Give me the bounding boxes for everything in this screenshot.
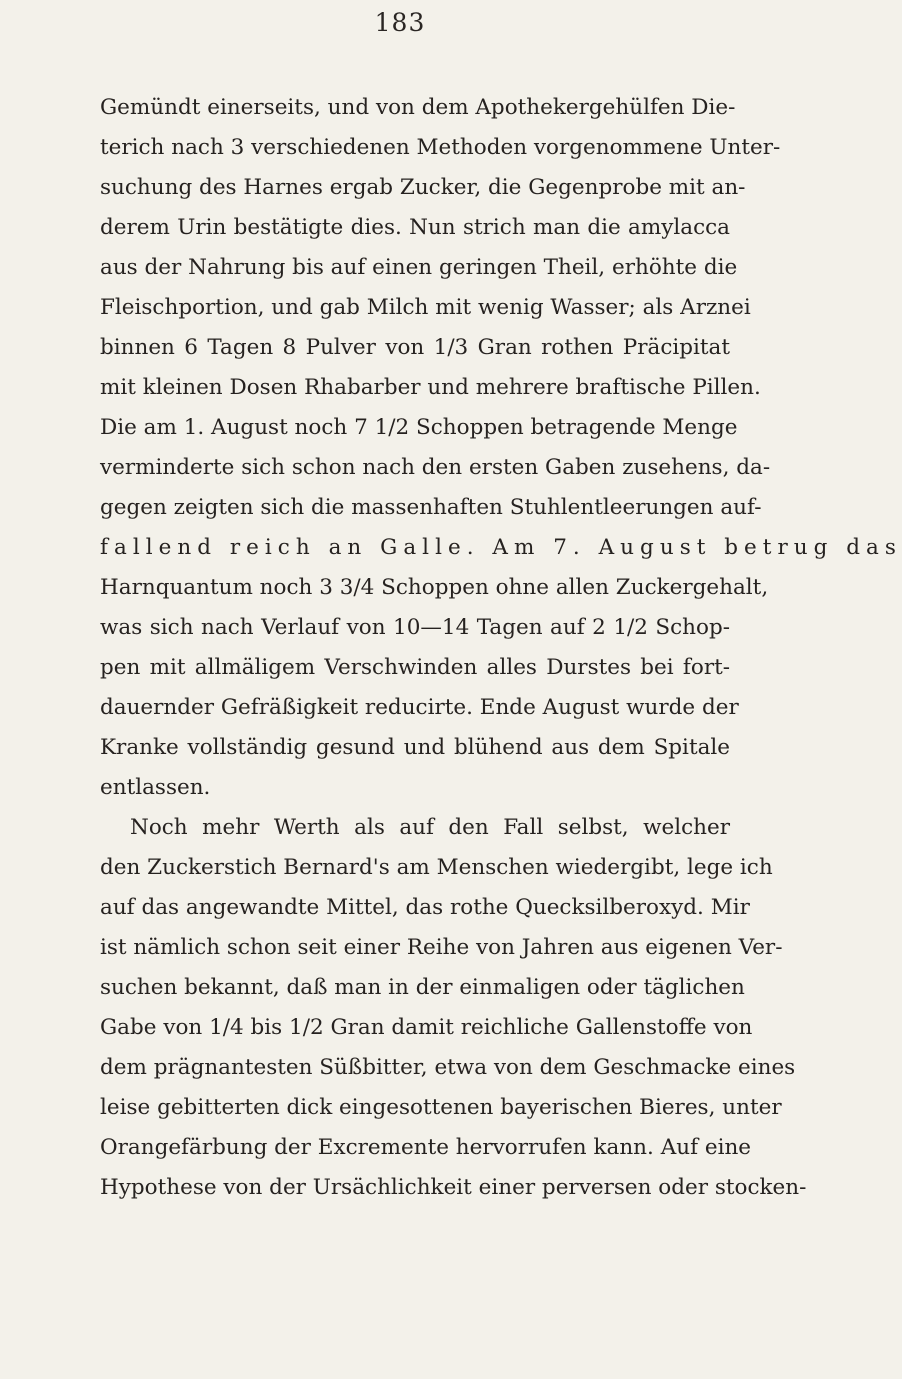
page-number: 183: [374, 8, 426, 37]
text-line: ist nämlich schon seit einer Reihe von Jahren aus eigenen Ver-: [100, 935, 783, 960]
text-line: verminderte sich schon nach den ersten Gaben zusehens, da-: [100, 455, 771, 480]
body-text: [100, 88, 902, 1208]
paragraph-case-report: [100, 88, 902, 808]
text-line: Gemündt einerseits, und von dem Apothekergehülfen Die-: [100, 95, 736, 120]
text-line: suchung des Harnes ergab Zucker, die Gegenprobe mit an-: [100, 175, 746, 200]
text-line: suchen bekannt, daß man in der einmaligen oder täglichen: [100, 975, 745, 1000]
text-line-emphasis: fallend reich an Galle. Am 7. August betrug das: [100, 535, 902, 560]
text-line: den Zuckerstich Bernard's am Menschen wiedergibt, lege ich: [100, 855, 773, 880]
text-line: Gabe von 1/4 bis 1/2 Gran damit reichliche Gallenstoffe von: [100, 1015, 753, 1040]
text-line: mit kleinen Dosen Rhabarber und mehrere braftische Pillen.: [100, 375, 761, 400]
text-line: auf das angewandte Mittel, das rothe Quecksilberoxyd. Mir: [100, 895, 750, 920]
text-line: pen mit allmäligem Verschwinden alles Durstes bei fort-: [100, 655, 730, 680]
text-line: derem Urin bestätigte dies. Nun strich man die amylacca: [100, 215, 730, 240]
text-line: terich nach 3 verschiedenen Methoden vorgenommene Unter-: [100, 135, 781, 160]
text-line: Kranke vollständig gesund und blühend aus dem Spitale: [100, 735, 730, 760]
text-line: was sich nach Verlauf von 10—14 Tagen auf 2 1/2 Schop-: [100, 615, 730, 640]
text-line: leise gebitterten dick eingesottenen bayerischen Bieres, unter: [100, 1095, 782, 1120]
text-line: Hypothese von der Ursächlichkeit einer perversen oder stocken-: [100, 1175, 807, 1200]
text-line: dem prägnantesten Süßbitter, etwa von dem Geschmacke eines: [100, 1055, 796, 1080]
text-line: Fleischportion, und gab Milch mit wenig Wasser; als Arznei: [100, 295, 751, 320]
text-line: Noch mehr Werth als auf den Fall selbst, welcher: [130, 815, 730, 840]
text-line: entlassen.: [100, 775, 211, 800]
text-line: Orangefärbung der Excremente hervorrufen kann. Auf eine: [100, 1135, 752, 1160]
text-line: binnen 6 Tagen 8 Pulver von 1/3 Gran rothen Präcipitat: [100, 335, 730, 360]
text-line: aus der Nahrung bis auf einen geringen Theil, erhöhte die: [100, 255, 738, 280]
text-line: Die am 1. August noch 7 1/2 Schoppen betragende Menge: [100, 415, 738, 440]
text-line: gegen zeigten sich die massenhaften Stuhlentleerungen auf-: [100, 495, 762, 520]
text-line: dauernder Gefräßigkeit reducirte. Ende August wurde der: [100, 695, 739, 720]
text-line: Harnquantum noch 3 3/4 Schoppen ohne allen Zuckergehalt,: [100, 575, 769, 600]
paragraph-remedy: [100, 808, 807, 1208]
